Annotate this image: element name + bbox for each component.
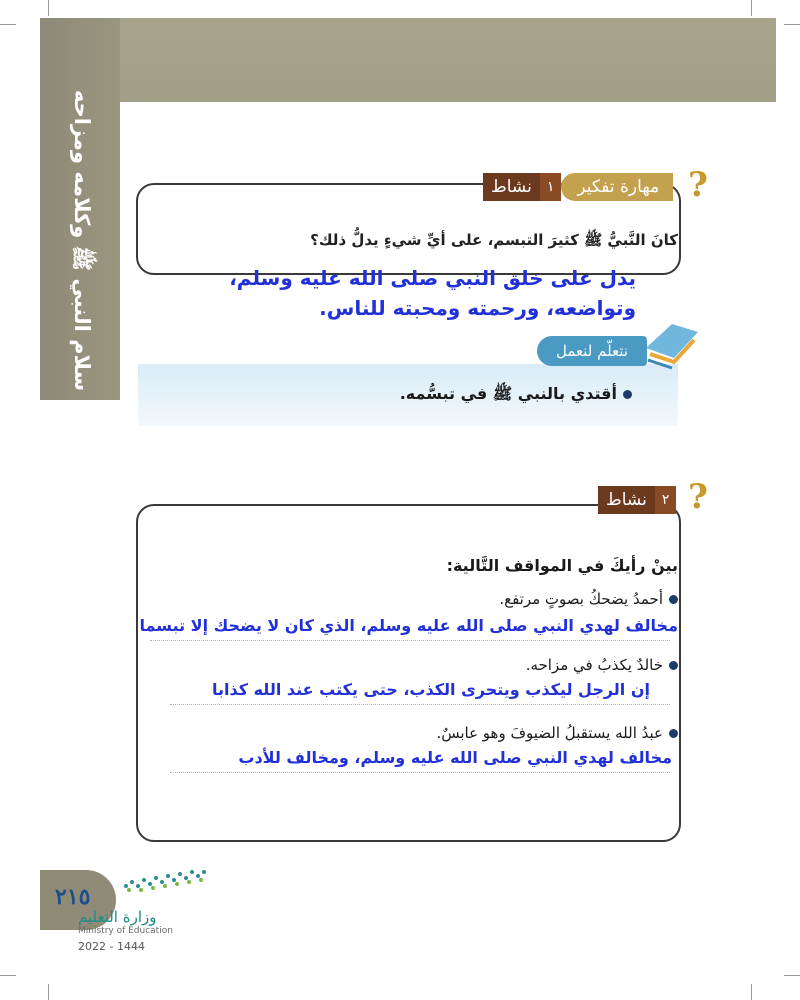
situation-item	[436, 724, 678, 742]
activity1-answer-line2: وتواضعه، ورحمته ومحبته للناس.	[319, 296, 636, 320]
bullet-icon	[669, 661, 678, 670]
crop-mark	[784, 24, 800, 25]
edition-year: 2022 - 1444	[78, 940, 145, 953]
ministry-name-en: Ministry of Education	[78, 926, 173, 936]
side-title	[44, 89, 116, 391]
ministry-logo-icon	[120, 866, 210, 894]
page-number: ٢١٥	[55, 884, 91, 910]
situation-item	[526, 656, 678, 674]
activity2-number: ٢	[655, 486, 677, 514]
situation-item	[499, 590, 678, 608]
situation-answer: مخالف لهدي النبي صلى الله عليه وسلم، ومخالف للأدب	[238, 748, 672, 767]
crop-mark	[48, 0, 49, 16]
activity1-question: كانَ النَّبيُّ ﷺ كثيرَ التبسم، على أيِّ شيءٍ يدلُّ ذلك؟	[310, 231, 678, 249]
situation-answer: مخالف لهدي النبي صلى الله عليه وسلم، الذي كان لا يضحك إلا تبسما	[139, 616, 678, 635]
activity1-answer-line1: يدل على خلق النبي صلى الله عليه وسلم،	[229, 266, 636, 290]
situation-text: عبدُ الله يستقبلُ الضيوفَ وهو عابسٌ.	[436, 724, 663, 742]
ministry-name-ar: وزارة التعليم	[78, 908, 157, 926]
activity1-label: نشاط	[483, 173, 540, 201]
bullet-icon	[623, 390, 632, 399]
header-band	[40, 18, 776, 102]
learn-text	[400, 384, 632, 407]
crop-mark	[751, 0, 752, 16]
activity2-tag	[598, 486, 676, 514]
activity1-skill: مهارة تفكير	[561, 173, 673, 201]
situation-answer: إن الرجل ليكذب ويتحرى الكذب، حتى يكتب عند الله كذابا	[211, 680, 650, 699]
crop-mark	[751, 984, 752, 1000]
learn-tag: نتعلّم لنعمل	[537, 336, 647, 366]
answer-line	[170, 772, 670, 773]
crop-mark	[48, 984, 49, 1000]
question-mark-icon: ?	[688, 165, 708, 205]
crop-mark	[0, 975, 16, 976]
answer-line	[170, 704, 670, 705]
situation-text: خالدٌ يكذبُ في مزاحه.	[525, 656, 663, 674]
side-title-text: سلام النبي ﷺ وكلامه ومزاحه	[70, 89, 95, 391]
situation-text: أحمدُ يضحكُ بصوتٍ مرتفع.	[499, 590, 663, 608]
bullet-icon	[669, 729, 678, 738]
activity2-label: نشاط	[598, 486, 655, 514]
book-icon	[642, 318, 702, 372]
crop-mark	[0, 24, 16, 25]
answer-line	[150, 640, 670, 641]
activity1-number: ١	[540, 173, 562, 201]
activity1-tag	[483, 173, 673, 201]
crop-mark	[784, 975, 800, 976]
bullet-icon	[669, 595, 678, 604]
question-mark-icon: ?	[688, 477, 708, 517]
activity2-prompt: بينْ رأيكَ في المواقف التَّالية:	[446, 556, 678, 575]
learn-text-content: أقتدي بالنبي ﷺ في تبسُّمه.	[399, 384, 617, 403]
